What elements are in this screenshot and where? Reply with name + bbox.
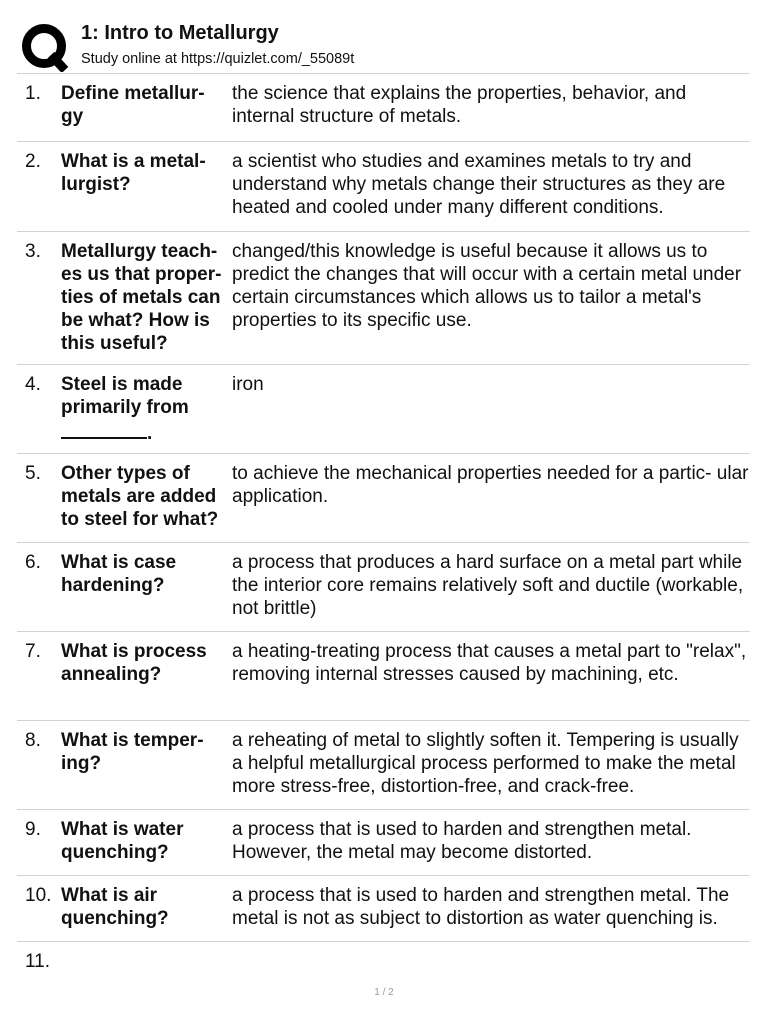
flashcard-list: [17, 73, 750, 985]
page-number: 1 / 2: [374, 987, 394, 998]
card-definition: the science that explains the properties, behavior, and internal structure of metals.: [232, 83, 687, 127]
flashcard-row: [17, 73, 750, 141]
card-definition: iron: [232, 374, 264, 395]
card-term: Define metallur- gy: [61, 83, 205, 127]
card-number: 1.: [25, 83, 41, 104]
card-number: 10.: [25, 885, 52, 906]
card-number: 9.: [25, 819, 41, 840]
quizlet-logo-icon: [20, 22, 70, 72]
card-definition: to achieve the mechanical properties needed for a partic- ular application.: [232, 463, 749, 507]
card-definition: a scientist who studies and examines metals to try and understand why metals change their structures as they are heated and cooled under many different conditions.: [232, 151, 726, 218]
card-term: What is air quenching?: [61, 885, 169, 929]
flashcard-row: [17, 453, 750, 542]
flashcard-row: [17, 631, 750, 720]
card-term: What is case hardening?: [61, 552, 177, 596]
card-definition: a reheating of metal to slightly soften it. Tempering is usually a helpful metallurgical process performed to make the metal more stress-free, distortion-free, and crack-free.: [232, 730, 739, 797]
card-definition: changed/this knowledge is useful because it allows us to predict the changes that will occur with a certain metal under certain circumstances which allows us to tailor a metal's properties to its specific use.: [232, 241, 742, 331]
card-term: What is process annealing?: [61, 641, 207, 685]
card-number: 8.: [25, 730, 41, 751]
card-term: [61, 373, 227, 445]
card-number: 2.: [25, 151, 41, 172]
card-number: 6.: [25, 552, 41, 573]
flashcard-row: [17, 809, 750, 875]
flashcard-row: [17, 141, 750, 231]
card-number: 4.: [25, 374, 41, 395]
card-number: 7.: [25, 641, 41, 662]
page-title: 1: Intro to Metallurgy: [81, 22, 279, 44]
card-term: What is temper- ing?: [61, 730, 204, 774]
flashcard-row: [17, 542, 750, 631]
card-term: Metallurgy teach- es us that proper- ties of metals can be what? How is this useful?: [61, 241, 222, 354]
flashcard-row: [17, 364, 750, 453]
page-header: [20, 16, 750, 74]
flashcard-row: [17, 231, 750, 364]
card-term-suffix: .: [147, 423, 153, 444]
card-term: What is water quenching?: [61, 819, 184, 863]
card-term: What is a metal- lurgist?: [61, 151, 206, 195]
card-definition: a process that is used to harden and strengthen metal. The metal is not as subject to distortion as water quenching is.: [232, 885, 730, 929]
card-term-text: Steel is made primarily from: [61, 374, 189, 418]
card-number: 11.: [25, 951, 51, 972]
study-online-link-text: Study online at https://quizlet.com/_55089t: [81, 51, 355, 67]
flashcard-row: [17, 941, 750, 985]
flashcard-row: [17, 720, 750, 809]
card-definition: a process that is used to harden and strengthen metal. However, the metal may become distorted.: [232, 819, 692, 863]
card-number: 5.: [25, 463, 41, 484]
card-definition: a heating-treating process that causes a metal part to "relax", removing internal stresses caused by machining, etc.: [232, 641, 747, 685]
card-definition: a process that produces a hard surface on a metal part while the interior core remains relatively soft and ductile (workable, not brittle): [232, 552, 744, 619]
card-number: 3.: [25, 241, 41, 262]
card-term: Other types of metals are added to steel for what?: [61, 463, 219, 530]
fill-in-blank: [61, 419, 147, 439]
flashcard-row: [17, 875, 750, 941]
